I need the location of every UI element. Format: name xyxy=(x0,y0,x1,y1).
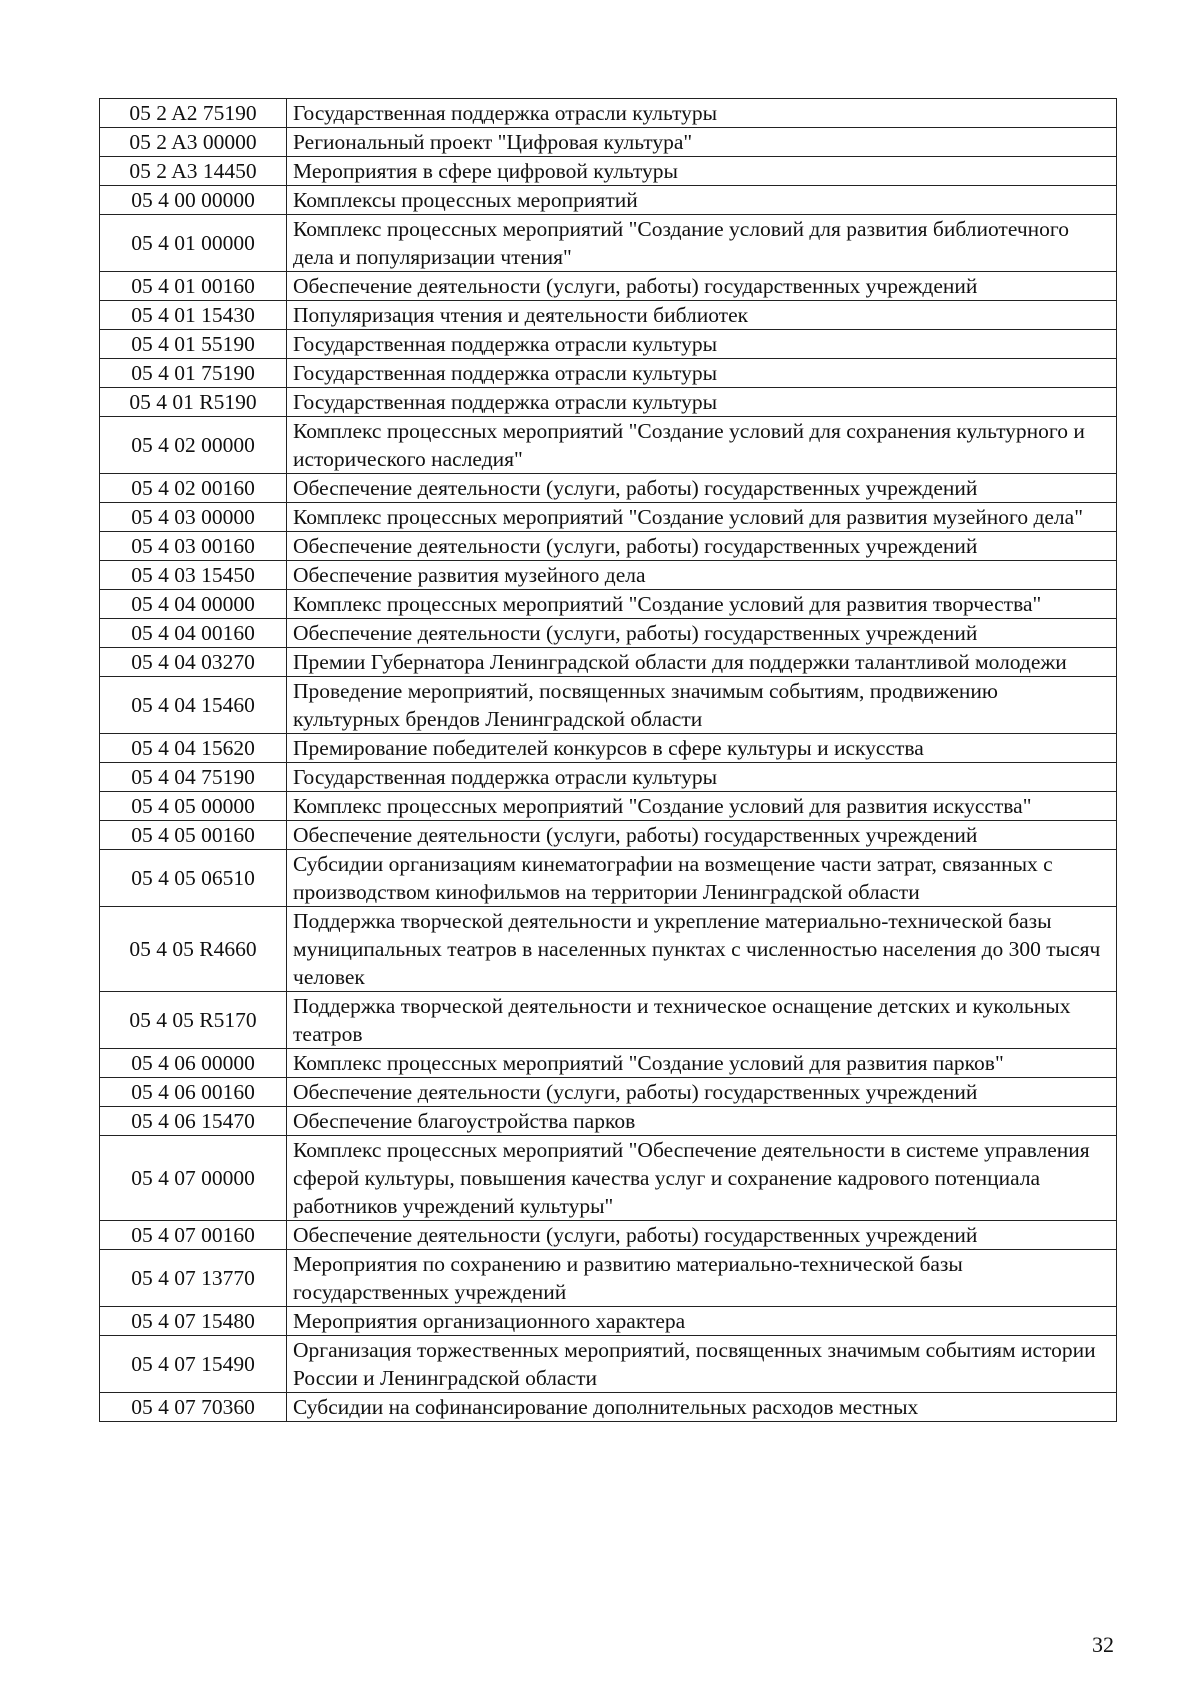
row-code-cell: 05 4 01 75190 xyxy=(100,359,287,388)
row-code-cell: 05 4 06 00000 xyxy=(100,1049,287,1078)
table-body xyxy=(100,99,1117,1422)
row-name-cell: Комплекс процессных мероприятий "Создание условий для сохранения культурного и исторического наследия" xyxy=(287,417,1117,474)
row-code-cell: 05 2 A3 00000 xyxy=(100,128,287,157)
row-name-cell: Субсидии организациям кинематографии на возмещение части затрат, связанных с производством кинофильмов на территории Ленинградской области xyxy=(287,850,1117,907)
row-name-cell: Обеспечение деятельности (услуги, работы) государственных учреждений xyxy=(287,1078,1117,1107)
row-name-cell: Поддержка творческой деятельности и укрепление материально-технической базы муниципальных театров в населенных пунктах с численностью населения до 300 тысяч человек xyxy=(287,907,1117,992)
table-row xyxy=(100,301,1117,330)
table-row xyxy=(100,763,1117,792)
row-code-cell: 05 4 00 00000 xyxy=(100,186,287,215)
row-name-cell: Государственная поддержка отрасли культуры xyxy=(287,359,1117,388)
row-code-cell: 05 4 01 15430 xyxy=(100,301,287,330)
row-code-cell: 05 4 07 15490 xyxy=(100,1336,287,1393)
row-name-cell: Обеспечение благоустройства парков xyxy=(287,1107,1117,1136)
row-name-cell: Комплекс процессных мероприятий "Создание условий для развития творчества" xyxy=(287,590,1117,619)
table-row xyxy=(100,99,1117,128)
row-name-cell: Обеспечение деятельности (услуги, работы) государственных учреждений xyxy=(287,272,1117,301)
row-name-cell: Обеспечение деятельности (услуги, работы) государственных учреждений xyxy=(287,821,1117,850)
row-name-cell: Государственная поддержка отрасли культуры xyxy=(287,388,1117,417)
row-name-cell: Премии Губернатора Ленинградской области для поддержки талантливой молодежи xyxy=(287,648,1117,677)
table-row xyxy=(100,532,1117,561)
row-code-cell: 05 4 04 00160 xyxy=(100,619,287,648)
table-row xyxy=(100,1136,1117,1221)
table-row xyxy=(100,215,1117,272)
table-row xyxy=(100,992,1117,1049)
table-row xyxy=(100,157,1117,186)
table-row xyxy=(100,359,1117,388)
table-row xyxy=(100,734,1117,763)
budget-classification-table xyxy=(99,98,1117,1422)
row-name-cell: Обеспечение развития музейного дела xyxy=(287,561,1117,590)
row-code-cell: 05 4 02 00000 xyxy=(100,417,287,474)
row-name-cell: Мероприятия в сфере цифровой культуры xyxy=(287,157,1117,186)
table-row xyxy=(100,186,1117,215)
row-name-cell: Популяризация чтения и деятельности библиотек xyxy=(287,301,1117,330)
row-code-cell: 05 4 01 00000 xyxy=(100,215,287,272)
row-code-cell: 05 4 01 55190 xyxy=(100,330,287,359)
row-code-cell: 05 4 05 00000 xyxy=(100,792,287,821)
row-name-cell: Государственная поддержка отрасли культуры xyxy=(287,763,1117,792)
table-row xyxy=(100,648,1117,677)
row-name-cell: Комплекс процессных мероприятий "Обеспечение деятельности в системе управления сферой культуры, повышения качества услуг и сохранение кадрового потенциала работников учреждений культуры" xyxy=(287,1136,1117,1221)
row-name-cell: Государственная поддержка отрасли культуры xyxy=(287,330,1117,359)
row-code-cell: 05 4 04 03270 xyxy=(100,648,287,677)
row-name-cell: Региональный проект "Цифровая культура" xyxy=(287,128,1117,157)
row-code-cell: 05 4 05 R5170 xyxy=(100,992,287,1049)
row-code-cell: 05 4 05 00160 xyxy=(100,821,287,850)
row-code-cell: 05 4 05 06510 xyxy=(100,850,287,907)
row-name-cell: Поддержка творческой деятельности и техническое оснащение детских и кукольных театров xyxy=(287,992,1117,1049)
row-code-cell: 05 4 02 00160 xyxy=(100,474,287,503)
row-code-cell: 05 4 06 00160 xyxy=(100,1078,287,1107)
row-code-cell: 05 4 06 15470 xyxy=(100,1107,287,1136)
table-row xyxy=(100,792,1117,821)
row-name-cell: Обеспечение деятельности (услуги, работы) государственных учреждений xyxy=(287,619,1117,648)
row-code-cell: 05 2 A3 14450 xyxy=(100,157,287,186)
row-code-cell: 05 4 04 15460 xyxy=(100,677,287,734)
row-code-cell: 05 4 01 00160 xyxy=(100,272,287,301)
table-row xyxy=(100,821,1117,850)
table-row xyxy=(100,561,1117,590)
table-row xyxy=(100,388,1117,417)
row-name-cell: Проведение мероприятий, посвященных значимым событиям, продвижению культурных брендов Ленинградской области xyxy=(287,677,1117,734)
row-code-cell: 05 2 A2 75190 xyxy=(100,99,287,128)
table-row xyxy=(100,330,1117,359)
row-code-cell: 05 4 01 R5190 xyxy=(100,388,287,417)
table-row xyxy=(100,1393,1117,1422)
row-name-cell: Организация торжественных мероприятий, посвященных значимым событиям истории России и Ленинградской области xyxy=(287,1336,1117,1393)
table-row xyxy=(100,417,1117,474)
table-row xyxy=(100,474,1117,503)
table-row xyxy=(100,272,1117,301)
row-name-cell: Обеспечение деятельности (услуги, работы) государственных учреждений xyxy=(287,532,1117,561)
row-name-cell: Комплекс процессных мероприятий "Создание условий для развития искусства" xyxy=(287,792,1117,821)
table-row xyxy=(100,503,1117,532)
table-row xyxy=(100,590,1117,619)
row-name-cell: Обеспечение деятельности (услуги, работы) государственных учреждений xyxy=(287,474,1117,503)
table-row xyxy=(100,850,1117,907)
row-name-cell: Комплекс процессных мероприятий "Создание условий для развития музейного дела" xyxy=(287,503,1117,532)
row-code-cell: 05 4 03 00000 xyxy=(100,503,287,532)
row-name-cell: Комплексы процессных мероприятий xyxy=(287,186,1117,215)
row-name-cell: Субсидии на софинансирование дополнительных расходов местных xyxy=(287,1393,1117,1422)
row-code-cell: 05 4 03 15450 xyxy=(100,561,287,590)
table-row xyxy=(100,907,1117,992)
table-row xyxy=(100,128,1117,157)
row-code-cell: 05 4 05 R4660 xyxy=(100,907,287,992)
row-code-cell: 05 4 03 00160 xyxy=(100,532,287,561)
table-row xyxy=(100,1250,1117,1307)
row-code-cell: 05 4 04 00000 xyxy=(100,590,287,619)
table-row xyxy=(100,1336,1117,1393)
row-name-cell: Премирование победителей конкурсов в сфере культуры и искусства xyxy=(287,734,1117,763)
row-name-cell: Обеспечение деятельности (услуги, работы) государственных учреждений xyxy=(287,1221,1117,1250)
page-number: 32 xyxy=(1092,1632,1114,1657)
row-name-cell: Мероприятия организационного характера xyxy=(287,1307,1117,1336)
table-row xyxy=(100,1078,1117,1107)
row-code-cell: 05 4 07 15480 xyxy=(100,1307,287,1336)
row-name-cell: Мероприятия по сохранению и развитию материально-технической базы государственных учреждений xyxy=(287,1250,1117,1307)
table-row xyxy=(100,619,1117,648)
row-code-cell: 05 4 07 13770 xyxy=(100,1250,287,1307)
row-name-cell: Комплекс процессных мероприятий "Создание условий для развития парков" xyxy=(287,1049,1117,1078)
table-row xyxy=(100,1049,1117,1078)
row-code-cell: 05 4 07 00000 xyxy=(100,1136,287,1221)
row-name-cell: Комплекс процессных мероприятий "Создание условий для развития библиотечного дела и популяризации чтения" xyxy=(287,215,1117,272)
table-row xyxy=(100,677,1117,734)
row-code-cell: 05 4 07 70360 xyxy=(100,1393,287,1422)
row-name-cell: Государственная поддержка отрасли культуры xyxy=(287,99,1117,128)
table-row xyxy=(100,1307,1117,1336)
row-code-cell: 05 4 04 15620 xyxy=(100,734,287,763)
table-row xyxy=(100,1107,1117,1136)
table-row xyxy=(100,1221,1117,1250)
row-code-cell: 05 4 04 75190 xyxy=(100,763,287,792)
row-code-cell: 05 4 07 00160 xyxy=(100,1221,287,1250)
